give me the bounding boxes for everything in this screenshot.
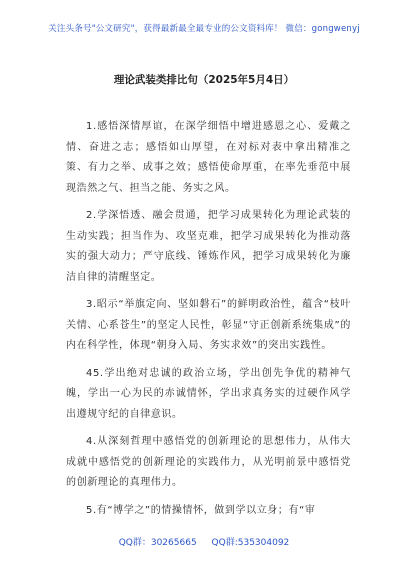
document-body bbox=[66, 117, 351, 528]
paragraph-2: 2.学深悟透、融会贯通，把学习成果转化为理论武装的生动实践；担当作为、攻坚克难，把学习成果转化为推动落实的强大动力；严守底线、锤炼作风，把学习成果转化为廉洁自律的清醒坚定。 bbox=[66, 210, 351, 283]
paragraph-3: 3.昭示“举旗定向、坚如磐石”的鲜明政治性，蕴含“枝叶关情、心系苍生”的坚定人民性，彰显“守正创新系统集成”的内在科学性，体现“朝身入局、务实求效”的突出实践性。 bbox=[66, 299, 351, 351]
paragraph-6: 5.有“博学之”的情操情怀，做到学以立身；有“审 bbox=[86, 504, 316, 516]
paragraph-5: 4.从深刻哲理中感悟党的创新理论的思想伟力，从伟大成就中感悟党的创新理论的实践伟力，从光明前景中感悟党的创新理论的真理伟力。 bbox=[66, 436, 351, 488]
footer-qq-group-1: QQ群：30265665 bbox=[118, 538, 197, 548]
top-banner: 关注头条号"公文研究"，获得最新最全最专业的公文资料库！ 微信：gongwenyj bbox=[48, 24, 360, 34]
document-title: 理论武装类排比句（2025年5月4日） bbox=[113, 74, 295, 86]
paragraph-4: 45.学出绝对忠诚的政治立场，学出创先争优的精神气魄，学出一心为民的赤诚情怀，学出求真务实的过硬作风学出遵规守纪的自律意识。 bbox=[66, 367, 351, 420]
paragraph-1: 1.感悟深情厚谊，在深学细悟中增进感恩之心、爱戴之情、奋进之志；感悟如山厚望，在对标对表中拿出精准之策、有力之举、成事之效；感悟使命厚重，在率先垂范中展现浩然之气、担当之能、务实之风。 bbox=[66, 121, 351, 194]
footer bbox=[0, 535, 408, 548]
footer-qq-group-2: QQ群:535304092 bbox=[211, 538, 290, 548]
